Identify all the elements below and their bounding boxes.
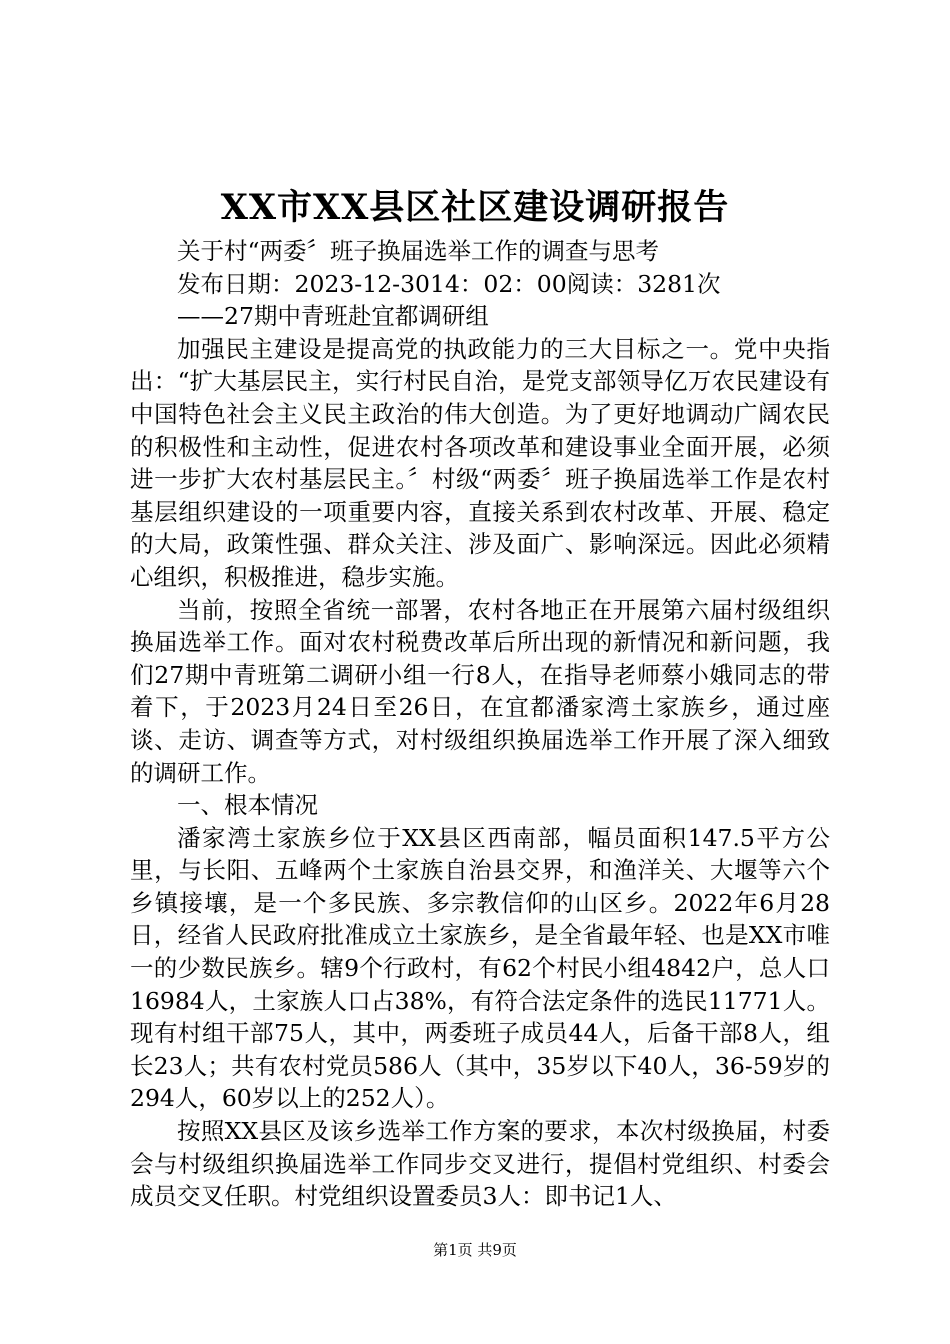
paragraph: 潘家湾土家族乡位于XX县区西南部，幅员面积147.5平方公里，与长阳、五峰两个土家族自治县交界，和渔洋关、大堰等六个乡镇接壤，是一个多民族、多宗教信仰的山区乡。2022年6月28日，经省人民政府批准成立土家族乡，是全省最年轻、也是XX市唯一的少数民族乡。辖9个行政村，有62个村民小组4842户，总人口16984人，土家族人口占38%，有符合法定条件的选民11771人。现有村组干部75人，其中，两委班子成员44人，后备干部8人，组长23人；共有农村党员586人（其中，35岁以下40人，36-59岁的294人，60岁以上的252人）。 xyxy=(130,823,830,1113)
page-footer: 第1页 共9页 xyxy=(433,1241,517,1259)
document-title: XX市XX县区社区建设调研报告 xyxy=(220,187,730,228)
section-heading: 一、根本情况 xyxy=(177,791,318,820)
author-line: ——27期中青班赴宜都调研组 xyxy=(177,302,489,331)
paragraph: 加强民主建设是提高党的执政能力的三大目标之一。党中央指出：“扩大基层民主，实行村民自治，是党支部领导亿万农民建设有中国特色社会主义民主政治的伟大创造。为了更好地调动广阔农民的积极性和主动性，促进农村各项改革和建设事业全面开展，必须进一步扩大农村基层民主。〞村级“两委〞班子换届选举工作是农村基层组织建设的一项重要内容，直接关系到农村改革、开展、稳定的大局，政策性强、群众关注、涉及面广、影响深远。因此必须精心组织，积极推进，稳步实施。 xyxy=(130,334,830,591)
paragraph: 按照XX县区及该乡选举工作方案的要求，本次村级换届，村委会与村级组织换届选举工作同步交叉进行，提倡村党组织、村委会成员交叉任职。村党组织设置委员3人：即书记1人、 xyxy=(130,1117,830,1211)
document-body xyxy=(130,235,830,1213)
paragraph: 当前，按照全省统一部署，农村各地正在开展第六届村级组织换届选举工作。面对农村税费改革后所出现的新情况和新问题，我们27期中青班第二调研小组一行8人，在指导老师蔡小娥同志的带着下，于2023月24日至26日，在宜都潘家湾土家族乡，通过座谈、走访、调查等方式，对村级组织换届选举工作开展了深入细致的调研工作。 xyxy=(130,595,830,787)
publish-info: 发布日期：2023-12-3014：02：00阅读：3281次 xyxy=(177,269,721,298)
subtitle: 关于村“两委〞班子换届选举工作的调查与思考 xyxy=(177,237,660,265)
